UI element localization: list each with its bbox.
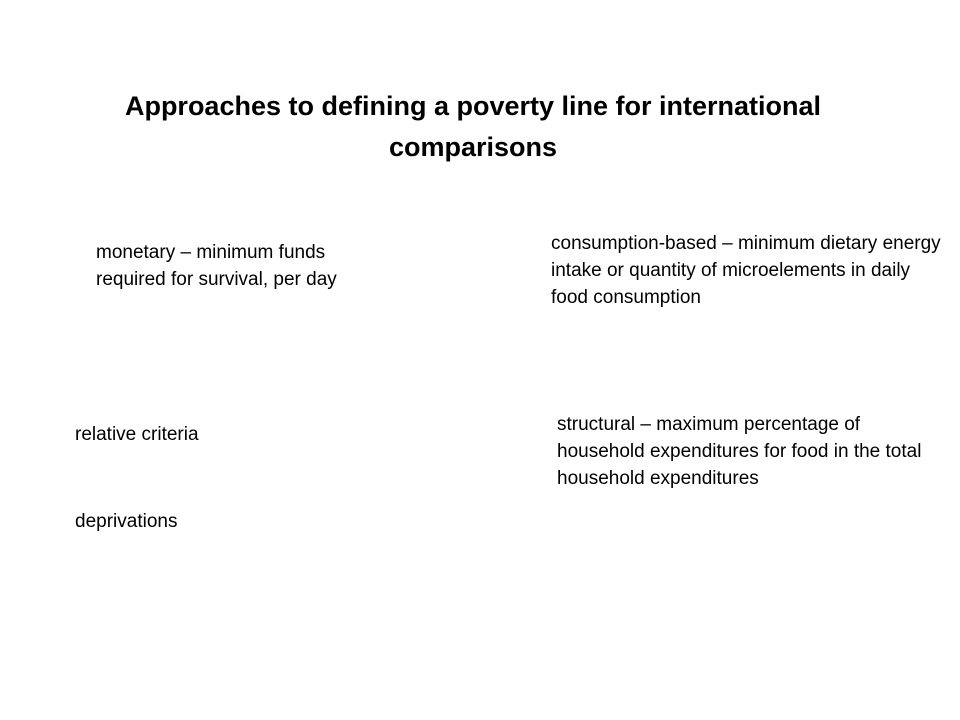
slide-title: Approaches to defining a poverty line for international comparisons [124,91,822,162]
structural-approach-text: structural – maximum percentage of household expenditures for food in the total household expenditures [557,414,922,489]
relative-criteria-text: relative criteria [75,424,199,445]
consumption-based-approach-text: consumption-based – minimum dietary energy intake or quantity of microelements in daily food consumption [551,233,941,308]
deprivations-text: deprivations [75,511,178,532]
monetary-approach-text: monetary – minimum funds required for survival, per day [96,242,337,290]
